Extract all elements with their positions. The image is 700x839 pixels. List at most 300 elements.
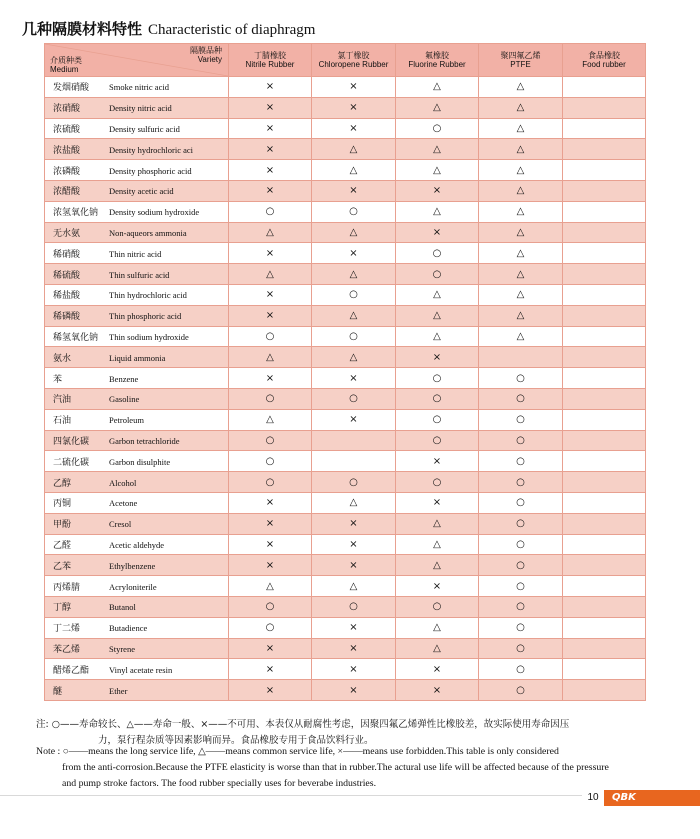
rating-cell: ○ <box>479 492 563 513</box>
rating-cell: △ <box>312 492 396 513</box>
diaphragm-characteristics-table <box>44 43 646 701</box>
table-row <box>45 409 646 430</box>
header-col-en: Chloropene Rubber <box>318 60 389 69</box>
header-col-zh: 聚四氟乙烯 <box>500 51 541 60</box>
rating-cell: ○ <box>229 596 312 617</box>
rating-cell <box>563 680 646 701</box>
header-medium-en: Medium <box>50 65 79 74</box>
medium-name-en: Thin nitric acid <box>109 248 162 259</box>
medium-cell <box>45 243 229 264</box>
rating-cell: ○ <box>312 472 396 493</box>
medium-cell <box>45 222 229 243</box>
rating-cell: △ <box>479 97 563 118</box>
rating-cell: ○ <box>479 659 563 680</box>
rating-cell: ○ <box>479 576 563 597</box>
rating-cell <box>563 388 646 409</box>
rating-cell: × <box>396 680 479 701</box>
header-col-en: Fluorine Rubber <box>408 60 466 69</box>
rating-cell: △ <box>396 534 479 555</box>
medium-name-zh: 无水氨 <box>53 228 81 239</box>
rating-cell: △ <box>479 326 563 347</box>
medium-name-en: Thin sulfuric acid <box>109 269 170 280</box>
rating-cell <box>563 201 646 222</box>
rating-cell: △ <box>396 160 479 181</box>
medium-cell <box>45 617 229 638</box>
rating-cell: ○ <box>312 326 396 347</box>
rating-cell: △ <box>479 118 563 139</box>
rating-cell: × <box>312 77 396 98</box>
rating-cell <box>563 368 646 389</box>
rating-cell: × <box>312 555 396 576</box>
medium-cell <box>45 326 229 347</box>
rating-cell: ○ <box>396 409 479 430</box>
medium-name-en: Cresol <box>109 519 132 530</box>
medium-cell <box>45 472 229 493</box>
note-en-line-3: and pump stroke factors. The food rubber specially uses for beverabe industries. <box>62 778 377 789</box>
header-medium-zh: 介质种类 <box>50 56 82 65</box>
rating-cell: ○ <box>396 596 479 617</box>
header-col-en: Nitrile Rubber <box>245 60 295 69</box>
medium-name-zh: 乙醛 <box>53 540 72 551</box>
table-row <box>45 368 646 389</box>
rating-cell: × <box>396 347 479 368</box>
medium-cell <box>45 284 229 305</box>
table-row <box>45 534 646 555</box>
rating-cell <box>563 659 646 680</box>
rating-cell: × <box>396 222 479 243</box>
rating-cell <box>479 347 563 368</box>
rating-cell: ○ <box>479 534 563 555</box>
rating-cell: ○ <box>396 118 479 139</box>
table-row <box>45 513 646 534</box>
rating-cell: ○ <box>229 201 312 222</box>
medium-name-en: Liquid ammonia <box>109 352 166 363</box>
header-chloropene-rubber <box>312 44 396 77</box>
medium-cell <box>45 513 229 534</box>
header-col-en: Food rubber <box>582 60 626 69</box>
rating-cell: ○ <box>396 388 479 409</box>
medium-name-en: Thin sodium hydroxide <box>109 331 189 342</box>
rating-cell: ○ <box>479 451 563 472</box>
rating-cell: △ <box>229 222 312 243</box>
page-title <box>22 18 315 39</box>
rating-cell <box>312 451 396 472</box>
medium-name-zh: 稀硫酸 <box>53 270 81 281</box>
rating-cell: × <box>229 284 312 305</box>
rating-cell: △ <box>479 201 563 222</box>
medium-name-zh: 苯 <box>53 374 63 385</box>
rating-cell: △ <box>479 222 563 243</box>
rating-cell: × <box>312 97 396 118</box>
medium-cell <box>45 596 229 617</box>
rating-cell: ○ <box>479 617 563 638</box>
header-fluorine-rubber <box>396 44 479 77</box>
medium-name-zh: 浓磷酸 <box>53 166 81 177</box>
rating-cell: × <box>312 409 396 430</box>
rating-cell <box>563 326 646 347</box>
rating-cell: × <box>396 576 479 597</box>
rating-cell: △ <box>229 264 312 285</box>
medium-name-zh: 汽油 <box>53 395 72 406</box>
medium-cell <box>45 368 229 389</box>
rating-cell: ○ <box>479 368 563 389</box>
medium-cell <box>45 97 229 118</box>
table-row <box>45 680 646 701</box>
rating-cell: × <box>312 638 396 659</box>
rating-cell <box>563 617 646 638</box>
medium-name-en: Thin hydrochloric acid <box>109 290 187 301</box>
rating-cell: × <box>229 77 312 98</box>
note-english <box>36 744 676 792</box>
medium-cell <box>45 492 229 513</box>
table-row <box>45 326 646 347</box>
medium-name-en: Vinyl acetate resin <box>109 664 173 675</box>
rating-cell: ○ <box>229 451 312 472</box>
medium-name-zh: 甲酚 <box>53 520 72 531</box>
medium-cell <box>45 347 229 368</box>
medium-name-zh: 醚 <box>53 686 63 697</box>
rating-cell <box>563 264 646 285</box>
rating-cell: △ <box>396 97 479 118</box>
medium-name-zh: 稀盐酸 <box>53 291 81 302</box>
rating-cell: × <box>312 680 396 701</box>
rating-cell <box>563 638 646 659</box>
rating-cell: ○ <box>229 430 312 451</box>
table-row <box>45 97 646 118</box>
medium-name-en: Acetone <box>109 498 138 509</box>
table-row <box>45 139 646 160</box>
medium-cell <box>45 264 229 285</box>
rating-cell: ○ <box>479 555 563 576</box>
table-row <box>45 430 646 451</box>
rating-cell: ○ <box>312 388 396 409</box>
rating-cell: △ <box>479 180 563 201</box>
header-col-zh: 氯丁橡胶 <box>337 51 370 60</box>
rating-cell: △ <box>479 264 563 285</box>
rating-cell: × <box>396 451 479 472</box>
rating-cell <box>563 180 646 201</box>
rating-cell: × <box>312 659 396 680</box>
rating-cell: ○ <box>396 243 479 264</box>
table-header-row <box>45 44 646 77</box>
table-row <box>45 222 646 243</box>
medium-name-zh: 发烟硝酸 <box>53 83 90 94</box>
medium-name-en: Thin phosphoric acid <box>109 311 182 322</box>
rating-cell: ○ <box>479 680 563 701</box>
note-zh-line-2: 力，泵行程杂质等因素影响而异。食品橡胶专用于食品饮料行业。 <box>98 735 374 746</box>
rating-cell <box>563 160 646 181</box>
rating-cell: ○ <box>396 472 479 493</box>
rating-cell: × <box>312 180 396 201</box>
medium-name-en: Benzene <box>109 373 139 384</box>
medium-cell <box>45 555 229 576</box>
rating-cell: ○ <box>479 388 563 409</box>
rating-cell: △ <box>312 160 396 181</box>
rating-cell <box>563 222 646 243</box>
rating-cell: △ <box>229 347 312 368</box>
header-food-rubber <box>563 44 646 77</box>
header-variety-en: Variety <box>197 55 222 64</box>
medium-name-zh: 醋烯乙酯 <box>53 665 90 676</box>
rating-cell: △ <box>312 305 396 326</box>
rating-cell: △ <box>396 201 479 222</box>
medium-name-zh: 四氯化碳 <box>53 436 90 447</box>
medium-name-en: Butanol <box>109 602 136 613</box>
rating-cell: △ <box>229 409 312 430</box>
table-row <box>45 284 646 305</box>
rating-cell: △ <box>396 638 479 659</box>
medium-name-en: Smoke nitric acid <box>109 82 169 93</box>
medium-name-en: Density sulfuric acid <box>109 123 180 134</box>
rating-cell: × <box>229 139 312 160</box>
medium-name-en: Petroleum <box>109 415 144 426</box>
medium-name-zh: 石油 <box>53 416 72 427</box>
medium-name-zh: 浓硝酸 <box>53 104 81 115</box>
table-row <box>45 388 646 409</box>
rating-cell: × <box>229 180 312 201</box>
table-row <box>45 638 646 659</box>
rating-cell: △ <box>479 77 563 98</box>
title-zh: 几种隔膜材料特性 <box>22 20 143 38</box>
medium-name-en: Acetic aldehyde <box>109 539 164 550</box>
rating-cell: × <box>312 368 396 389</box>
table-row <box>45 555 646 576</box>
rating-cell: △ <box>479 243 563 264</box>
medium-name-zh: 稀硝酸 <box>53 249 81 260</box>
header-variety-zh: 隔膜品种 <box>190 46 222 55</box>
rating-cell: × <box>229 368 312 389</box>
medium-cell <box>45 409 229 430</box>
note-en-line-1: Note : ○——means the long service life, △——means common service life, ×——means use forbidden.This table is only considered <box>36 746 559 757</box>
rating-cell: × <box>312 534 396 555</box>
rating-cell: × <box>229 680 312 701</box>
rating-cell: × <box>229 118 312 139</box>
rating-cell <box>563 513 646 534</box>
table-row <box>45 492 646 513</box>
medium-name-en: Non-aqueors ammonia <box>109 227 187 238</box>
rating-cell: ○ <box>229 617 312 638</box>
rating-cell: ○ <box>479 638 563 659</box>
header-col-zh: 丁腈橡胶 <box>254 51 286 60</box>
table-row <box>45 77 646 98</box>
medium-cell <box>45 534 229 555</box>
medium-cell <box>45 576 229 597</box>
table-row <box>45 576 646 597</box>
medium-name-zh: 浓硫酸 <box>53 124 81 135</box>
rating-cell: ○ <box>312 596 396 617</box>
note-zh-line-1: 注: ○——寿命较长、△——寿命一般、×——不可用、本表仅从耐腐性考虑，因聚四氟乙烯弹性比橡胶差，故实际使用寿命因压 <box>36 719 570 730</box>
medium-name-en: Styrene <box>109 643 135 654</box>
rating-cell: × <box>396 492 479 513</box>
table-row <box>45 180 646 201</box>
rating-cell: △ <box>312 264 396 285</box>
rating-cell: ○ <box>479 513 563 534</box>
rating-cell: ○ <box>229 388 312 409</box>
rating-cell: ○ <box>396 430 479 451</box>
medium-name-en: Garbon disulphite <box>109 456 171 467</box>
medium-name-zh: 丁二烯 <box>53 624 81 635</box>
rating-cell: ○ <box>312 284 396 305</box>
rating-cell: △ <box>479 160 563 181</box>
page-number: 10 <box>582 790 604 806</box>
rating-cell: △ <box>396 305 479 326</box>
rating-cell: × <box>229 534 312 555</box>
medium-name-en: Acryloniterile <box>109 581 157 592</box>
table-row <box>45 201 646 222</box>
rating-cell: ○ <box>396 264 479 285</box>
medium-name-en: Alcohol <box>109 477 137 488</box>
brand-logo: QBK <box>604 790 700 806</box>
rating-cell <box>563 451 646 472</box>
rating-cell <box>563 243 646 264</box>
rating-cell: ○ <box>479 409 563 430</box>
medium-name-en: Density nitric acid <box>109 103 172 114</box>
rating-cell: × <box>312 243 396 264</box>
rating-cell <box>563 118 646 139</box>
medium-cell <box>45 180 229 201</box>
rating-cell: △ <box>396 139 479 160</box>
rating-cell <box>563 409 646 430</box>
medium-cell <box>45 139 229 160</box>
rating-cell: × <box>229 160 312 181</box>
rating-cell <box>563 347 646 368</box>
medium-name-zh: 氨水 <box>53 353 72 364</box>
medium-name-en: Ethylbenzene <box>109 560 156 571</box>
table-body <box>45 77 646 701</box>
table-row <box>45 451 646 472</box>
medium-name-en: Density sodium hydroxide <box>109 207 200 218</box>
rating-cell: △ <box>396 326 479 347</box>
rating-cell: △ <box>396 77 479 98</box>
rating-cell <box>563 430 646 451</box>
rating-cell: ○ <box>479 596 563 617</box>
rating-cell: △ <box>312 347 396 368</box>
rating-cell: × <box>312 118 396 139</box>
header-variety <box>190 46 222 64</box>
header-col-en: PTFE <box>510 60 531 69</box>
rating-cell <box>563 472 646 493</box>
rating-cell: ○ <box>396 368 479 389</box>
medium-name-zh: 乙醇 <box>53 478 72 489</box>
rating-cell: × <box>229 97 312 118</box>
medium-name-zh: 浓盐酸 <box>53 145 81 156</box>
rating-cell: × <box>312 617 396 638</box>
medium-cell <box>45 430 229 451</box>
rating-cell: △ <box>396 617 479 638</box>
medium-name-zh: 丙烯腈 <box>53 582 81 593</box>
medium-name-zh: 苯乙烯 <box>53 644 81 655</box>
rating-cell <box>563 97 646 118</box>
rating-cell <box>563 555 646 576</box>
rating-cell <box>563 139 646 160</box>
medium-name-en: Density hydrochloric aci <box>109 144 194 155</box>
medium-name-en: Ether <box>109 685 128 696</box>
rating-cell: × <box>229 638 312 659</box>
rating-cell: ○ <box>479 472 563 493</box>
rating-cell: × <box>229 659 312 680</box>
medium-name-zh: 丁醇 <box>53 603 72 614</box>
medium-cell <box>45 680 229 701</box>
rating-cell <box>563 77 646 98</box>
rating-cell: ○ <box>229 472 312 493</box>
table-row <box>45 659 646 680</box>
rating-cell: × <box>396 659 479 680</box>
table-row <box>45 596 646 617</box>
rating-cell: △ <box>396 284 479 305</box>
rating-cell: ○ <box>312 201 396 222</box>
medium-name-en: Butadience <box>109 623 148 634</box>
rating-cell: △ <box>312 139 396 160</box>
table-row <box>45 305 646 326</box>
medium-cell <box>45 451 229 472</box>
medium-name-zh: 浓醋酸 <box>53 187 81 198</box>
medium-cell <box>45 305 229 326</box>
rating-cell: △ <box>479 284 563 305</box>
rating-cell: × <box>229 492 312 513</box>
medium-cell <box>45 201 229 222</box>
table-row <box>45 264 646 285</box>
medium-name-zh: 稀氢氧化钠 <box>53 332 99 343</box>
rating-cell: △ <box>229 576 312 597</box>
rating-cell <box>312 430 396 451</box>
header-medium-variety <box>45 44 229 77</box>
rating-cell: × <box>229 513 312 534</box>
medium-cell <box>45 659 229 680</box>
rating-cell: × <box>312 513 396 534</box>
medium-cell <box>45 77 229 98</box>
rating-cell: △ <box>479 305 563 326</box>
rating-cell <box>563 534 646 555</box>
table-row <box>45 118 646 139</box>
medium-cell <box>45 160 229 181</box>
medium-name-en: Gasoline <box>109 394 140 405</box>
title-en: Characteristic of diaphragm <box>148 22 316 38</box>
medium-name-zh: 丙铜 <box>53 499 72 510</box>
header-nitrile-rubber <box>229 44 312 77</box>
rating-cell: × <box>229 243 312 264</box>
rating-cell: ○ <box>479 430 563 451</box>
medium-name-zh: 二硫化碳 <box>53 457 90 468</box>
table-row <box>45 617 646 638</box>
medium-name-en: Garbon tetrachloride <box>109 435 180 446</box>
medium-name-zh: 浓氢氧化钠 <box>53 208 99 219</box>
medium-cell <box>45 638 229 659</box>
header-ptfe <box>479 44 563 77</box>
table-row <box>45 472 646 493</box>
table-row <box>45 160 646 181</box>
rating-cell: △ <box>396 513 479 534</box>
table-row <box>45 243 646 264</box>
medium-name-zh: 稀磷酸 <box>53 312 81 323</box>
table-row <box>45 347 646 368</box>
header-medium <box>50 56 82 74</box>
rating-cell: △ <box>312 576 396 597</box>
header-col-zh: 氟橡胶 <box>425 51 449 60</box>
medium-name-en: Density acetic acid <box>109 186 174 197</box>
rating-cell: × <box>229 555 312 576</box>
rating-cell <box>563 596 646 617</box>
medium-cell <box>45 118 229 139</box>
rating-cell <box>563 576 646 597</box>
rating-cell: ○ <box>229 326 312 347</box>
medium-name-zh: 乙苯 <box>53 561 72 572</box>
header-col-zh: 食品橡胶 <box>588 51 620 60</box>
medium-name-en: Density phosphoric acid <box>109 165 192 176</box>
rating-cell <box>563 492 646 513</box>
rating-cell: △ <box>479 139 563 160</box>
rating-cell: △ <box>396 555 479 576</box>
medium-cell <box>45 388 229 409</box>
